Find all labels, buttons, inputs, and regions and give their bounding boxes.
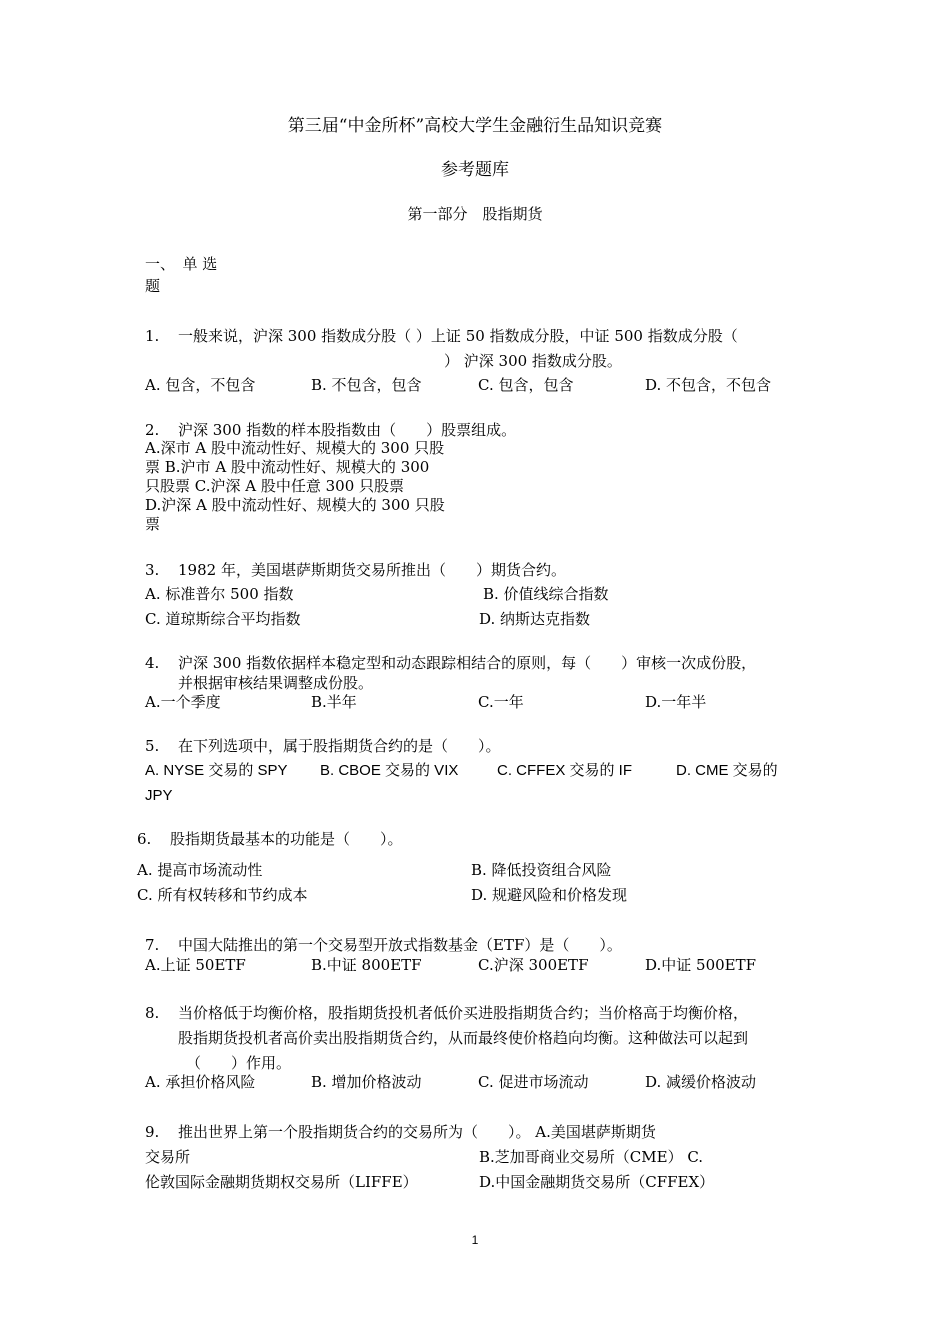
option-c: C. 道琼斯综合平均指数 — [145, 610, 301, 628]
question-number: 8. — [145, 1004, 160, 1022]
question-text: （ ）作用。 — [186, 1054, 292, 1072]
option-d: D. CME 交易的 — [676, 762, 778, 779]
question-text: 股指期货投机者高价卖出股指期货合约，从而最终使价格趋向均衡。这种做法可以起到 — [178, 1029, 749, 1047]
question-number: 5. — [145, 737, 160, 755]
option-b: B. 降低投资组合风险 — [471, 861, 612, 879]
question-text: 股指期货最基本的功能是（ ）。 — [170, 830, 403, 848]
option-line: D.中国金融期货交易所（CFFEX） — [479, 1173, 715, 1191]
option-line: A.深市 A 股中流动性好、规模大的 300 只股 — [145, 439, 445, 457]
option-d: D.一年半 — [645, 693, 707, 711]
section-heading: 一、 单 选 — [145, 255, 218, 273]
question-text: 中国大陆推出的第一个交易型开放式指数基金（ETF）是（ ）。 — [178, 936, 622, 954]
question-text: 在下列选项中，属于股指期货合约的是（ ）。 — [178, 737, 501, 755]
option-c: C. 所有权转移和节约成本 — [137, 886, 308, 904]
option-b: B. 价值线综合指数 — [483, 585, 609, 603]
option-c: C. 促进市场流动 — [478, 1073, 589, 1091]
option-a: A.一个季度 — [145, 693, 221, 711]
option-c: C. 包含，包含 — [478, 376, 574, 394]
option-d: D. 规避风险和价格发现 — [471, 886, 628, 904]
option-line: 交易所 — [145, 1148, 191, 1166]
option-line: D.沪深 A 股中流动性好、规模大的 300 只股 — [145, 496, 445, 514]
option-b: B. 不包含，包含 — [311, 376, 422, 394]
question-number: 7. — [145, 936, 160, 954]
part-heading: 第一部分 股指期货 — [407, 205, 543, 223]
page-number: 1 — [471, 1233, 479, 1247]
option-a: A. 标准普尔 500 指数 — [145, 585, 294, 603]
option-c: C.一年 — [478, 693, 524, 711]
option-line: 票 B.沪市 A 股中流动性好、规模大的 300 — [145, 458, 430, 476]
option-d: D. 纳斯达克指数 — [479, 610, 591, 628]
option-d: D.中证 500ETF — [645, 956, 757, 974]
option-a: A.上证 50ETF — [145, 956, 246, 974]
question-text: 推出世界上第一个股指期货合约的交易所为（ ）。 A.美国堪萨斯期货 — [178, 1123, 656, 1141]
document-title: 第三届“中金所杯”高校大学生金融衍生品知识竞赛 — [287, 116, 663, 136]
option-d-cont: JPY — [145, 787, 173, 804]
question-text: 并根据审核结果调整成份股。 — [178, 674, 374, 692]
question-text: 沪深 300 指数的样本股指数由（ ）股票组成。 — [178, 421, 517, 439]
option-a: A. 包含，不包含 — [145, 376, 256, 394]
option-b: B. CBOE 交易的 VIX — [320, 762, 459, 779]
option-line: 只股票 C.沪深 A 股中任意 300 只股票 — [145, 477, 405, 495]
option-a: A. 提高市场流动性 — [137, 861, 263, 879]
option-a: A. 承担价格风险 — [145, 1073, 256, 1091]
question-text: 一般来说，沪深 300 指数成分股（ ）上证 50 指数成分股，中证 500 指数成分股（ — [178, 327, 738, 345]
option-a: A. NYSE 交易的 SPY — [145, 762, 288, 779]
document-subtitle: 参考题库 — [441, 160, 509, 180]
question-number: 9. — [145, 1123, 160, 1141]
option-b: B. 增加价格波动 — [311, 1073, 422, 1091]
question-text: 1982 年，美国堪萨斯期货交易所推出（ ）期货合约。 — [178, 561, 566, 579]
option-b: B.中证 800ETF — [311, 956, 422, 974]
question-text: 沪深 300 指数依据样本稳定型和动态跟踪相结合的原则，每（ ）审核一次成份股， — [178, 654, 757, 672]
option-c: C.沪深 300ETF — [478, 956, 589, 974]
option-line: B.芝加哥商业交易所（CME） C. — [479, 1148, 704, 1166]
question-number: 6. — [137, 830, 152, 848]
option-line: 伦敦国际金融期货期权交易所（LIFFE） — [145, 1173, 418, 1191]
option-d: D. 不包含，不包含 — [645, 376, 772, 394]
section-heading-cont: 题 — [145, 277, 161, 295]
question-number: 1. — [145, 327, 160, 345]
question-number: 4. — [145, 654, 160, 672]
question-number: 2. — [145, 421, 160, 439]
option-line: 票 — [145, 515, 161, 533]
option-d: D. 减缓价格波动 — [645, 1073, 757, 1091]
option-c: C. CFFEX 交易的 IF — [497, 762, 633, 779]
question-text: 当价格低于均衡价格，股指期货投机者低价买进股指期货合约；当价格高于均衡价格， — [178, 1004, 749, 1022]
question-number: 3. — [145, 561, 160, 579]
option-b: B.半年 — [311, 693, 357, 711]
question-text: ） 沪深 300 指数成分股。 — [444, 352, 622, 370]
